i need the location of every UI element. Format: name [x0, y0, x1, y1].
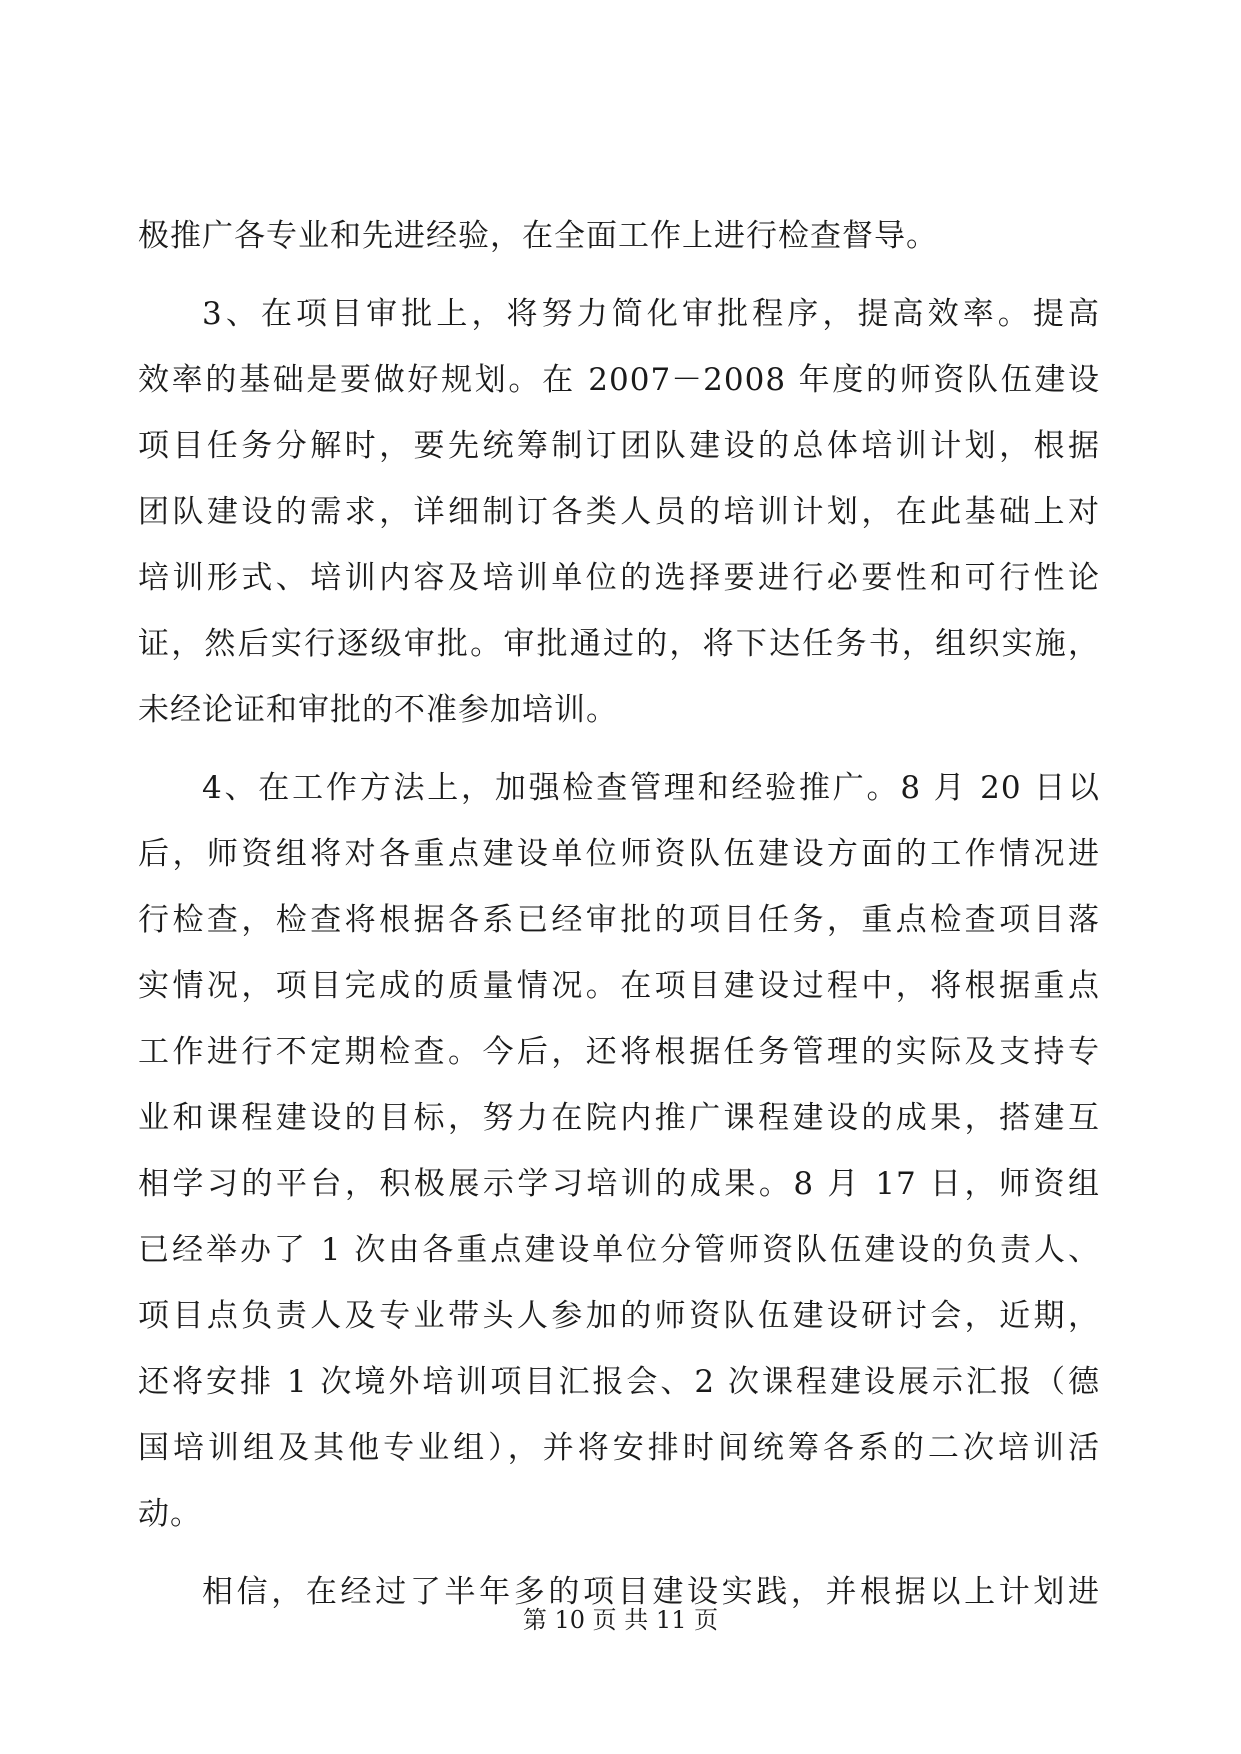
- text-line: 行检查，检查将根据各系已经审批的项目任务，重点检查项目落: [138, 902, 1100, 938]
- text-line: 实情况，项目完成的质量情况。在项目建设过程中，将根据重点: [138, 968, 1100, 1004]
- text-line: 国培训组及其他专业组），并将安排时间统筹各系的二次培训活: [138, 1430, 1100, 1466]
- paragraph-item-3: [138, 281, 1100, 743]
- text-line: 效率的基础是要做好规划。在 2007－2008 年度的师资队伍建设: [138, 362, 1100, 398]
- paragraph-item-4: [138, 755, 1100, 1547]
- text-line: 还将安排 1 次境外培训项目汇报会、2 次课程建设展示汇报（德: [138, 1364, 1100, 1400]
- page-number-footer: 第 10 页 共 11 页: [522, 1606, 719, 1634]
- text-line: 极推广各专业和先进经验，在全面工作上进行检查督导。: [138, 218, 938, 254]
- text-line: 未经论证和审批的不准参加培训。: [138, 692, 618, 728]
- text-line: 相学习的平台，积极展示学习培训的成果。8 月 17 日，师资组: [138, 1166, 1100, 1202]
- text-line: 项目点负责人及专业带头人参加的师资队伍建设研讨会，近期，: [138, 1298, 1100, 1334]
- text-line: 证，然后实行逐级审批。审批通过的，将下达任务书，组织实施，: [138, 626, 1100, 662]
- text-line: 业和课程建设的目标，努力在院内推广课程建设的成果，搭建互: [138, 1100, 1100, 1136]
- document-body: [138, 203, 1100, 1625]
- text-line: 4、在工作方法上，加强检查管理和经验推广。8 月 20 日以: [202, 770, 1100, 806]
- text-line: 动。: [138, 1496, 202, 1532]
- text-line: 团队建设的需求，详细制订各类人员的培训计划，在此基础上对: [138, 494, 1100, 530]
- paragraph-continuation: [138, 203, 1100, 269]
- text-line: 项目任务分解时，要先统筹制订团队建设的总体培训计划，根据: [138, 428, 1100, 464]
- text-line: 后，师资组将对各重点建设单位师资队伍建设方面的工作情况进: [138, 836, 1100, 872]
- text-line: 培训形式、培训内容及培训单位的选择要进行必要性和可行性论: [138, 560, 1100, 596]
- text-line: 工作进行不定期检查。今后，还将根据任务管理的实际及支持专: [138, 1034, 1100, 1070]
- text-line: 相信，在经过了半年多的项目建设实践，并根据以上计划进: [202, 1574, 1100, 1610]
- text-line: 已经举办了 1 次由各重点建设单位分管师资队伍建设的负责人、: [138, 1232, 1100, 1268]
- text-line: 3、在项目审批上，将努力简化审批程序，提高效率。提高: [202, 296, 1100, 332]
